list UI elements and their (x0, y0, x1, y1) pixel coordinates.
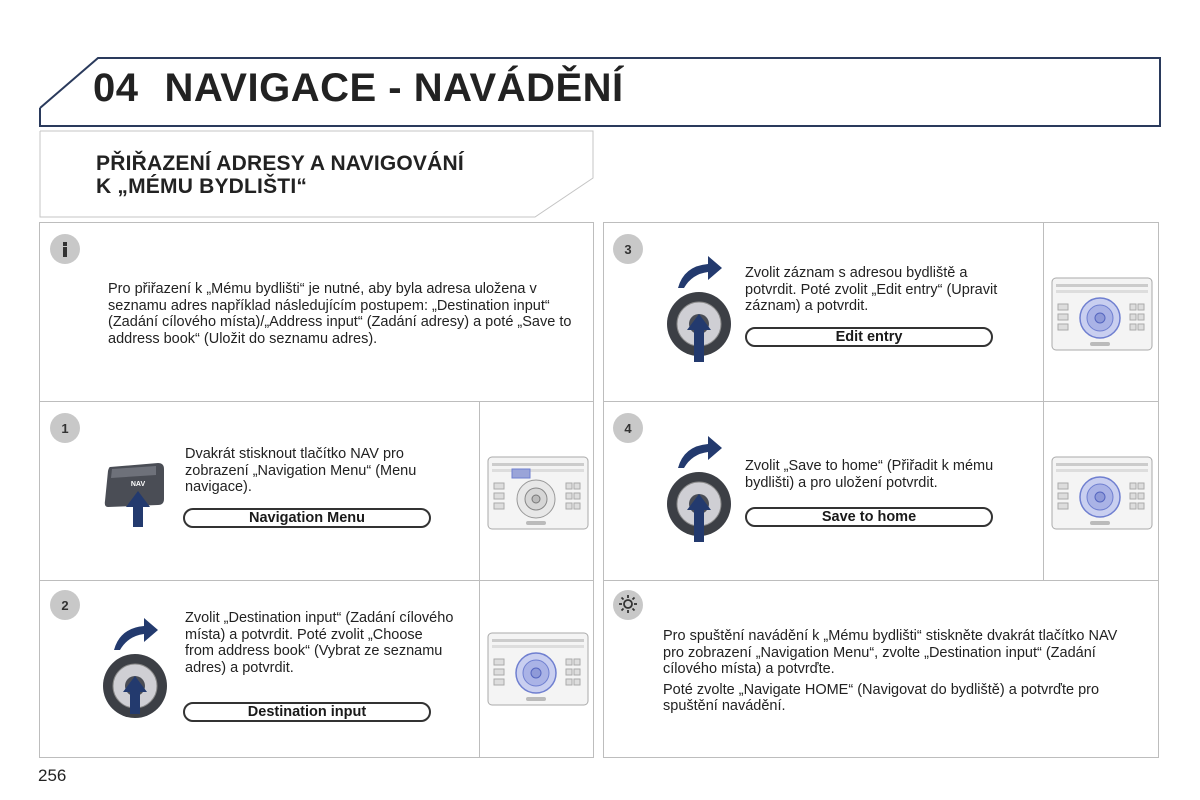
info-icon (50, 234, 80, 264)
chapter-number: 04 (93, 66, 139, 110)
step-2-text: Zvolit „Destination input“ (Zadání cílového místa) a potvrdit. Poté zvolit „Choose from address book“ (Vybrat ze seznamu adres) a potvrdit. (185, 610, 454, 676)
rotate-arrow-icon (114, 618, 158, 650)
chapter-name: NAVIGACE - NAVÁDĚNÍ (164, 66, 624, 110)
nav-key-label: NAV (130, 481, 146, 488)
tip-text (663, 628, 1138, 715)
step-1-badge: 1 (50, 413, 80, 443)
rotate-arrow-icon (678, 256, 722, 288)
chapter-title (93, 66, 624, 111)
step-2-divider (479, 580, 480, 758)
console-illustration-knob (1050, 276, 1154, 352)
rotary-knob-illustration (664, 252, 734, 372)
info-text: Pro přiřazení k „Mému bydlišti“ je nutné, aby byla adresa uložena v seznamu adres například následujícím postupem: „Destination input“ (Zadání cílového místa)/„Address input“ (Zadání adresy) a poté „Save to address book“ (Uložit do seznamu adres). (108, 281, 572, 347)
console-illustration-nav (486, 455, 590, 531)
step-1-text: Dvakrát stisknout tlačítko NAV pro zobrazení „Navigation Menu“ (Menu navigace). (185, 446, 417, 495)
step-4-text: Zvolit „Save to home“ (Přiřadit k mému bydlišti) a pro uložení potvrdit. (745, 458, 994, 491)
tip-paragraph-2: Poté zvolte „Navigate HOME“ (Navigovat do bydliště) a potvrďte pro spuštění navádění. (663, 681, 1100, 714)
step-3-text: Zvolit záznam s adresou bydliště a potvrdit. Poté zvolit „Edit entry“ (Upravit záznam) a potvrdit. (745, 265, 998, 314)
lightbulb-icon (613, 590, 643, 620)
console-illustration-knob (486, 631, 590, 707)
section-title (96, 152, 464, 198)
navigation-menu-button[interactable]: Navigation Menu (183, 508, 431, 528)
section-title-line1: PŘIŘAZENÍ ADRESY A NAVIGOVÁNÍ (96, 152, 464, 175)
step-1-divider (479, 401, 480, 581)
rotate-arrow-icon (678, 436, 722, 468)
tip-paragraph-1: Pro spuštění navádění k „Mému bydlišti“ stiskněte dvakrát tlačítko NAV pro zobrazení „Navigation Menu“, zvolte „Destination input“ (Zadání cílového místa) a potvrďte. (663, 628, 1118, 677)
save-to-home-button[interactable]: Save to home (745, 507, 993, 527)
destination-input-button[interactable]: Destination input (183, 702, 431, 722)
step-3-badge: 3 (613, 234, 643, 264)
nav-key-illustration (100, 455, 180, 535)
console-illustration-knob (1050, 455, 1154, 531)
step-2-badge: 2 (50, 590, 80, 620)
rotary-knob-illustration (100, 614, 170, 734)
step-3-divider (1043, 222, 1044, 402)
section-title-line2: K „MÉMU BYDLIŠTI“ (96, 175, 308, 198)
edit-entry-button[interactable]: Edit entry (745, 327, 993, 347)
rotary-knob-illustration (664, 432, 734, 552)
page-number: 256 (38, 766, 67, 785)
step-4-divider (1043, 401, 1044, 581)
step-4-badge: 4 (613, 413, 643, 443)
